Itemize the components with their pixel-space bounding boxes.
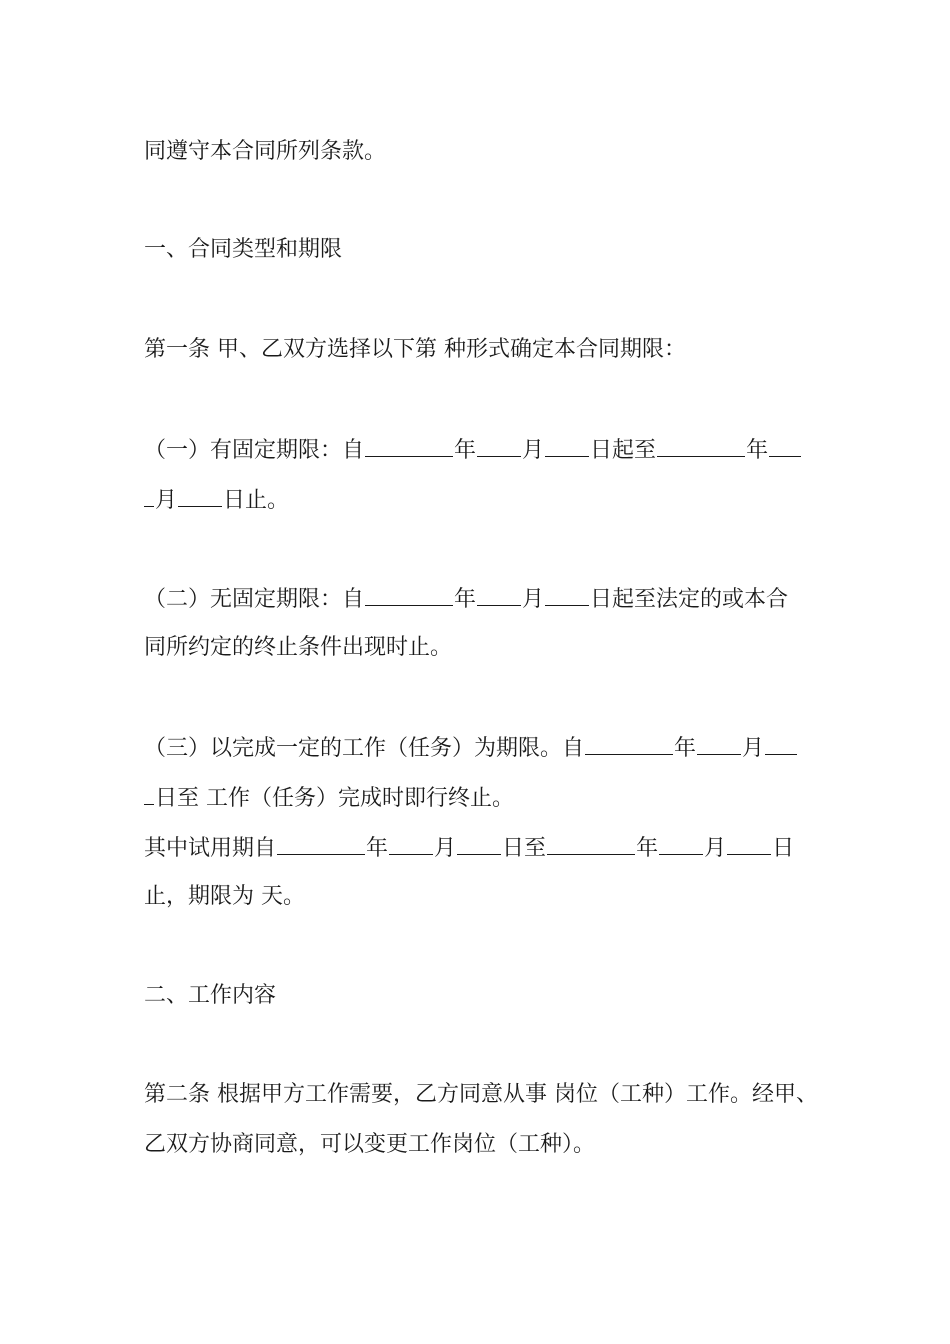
fill-blank <box>659 832 703 855</box>
fill-blank <box>697 732 741 755</box>
fill-blank <box>457 832 501 855</box>
clause-item-open-term: （二）无固定期限：自 年 月 日起至法定的或本合 <box>144 583 788 615</box>
section-heading: 一、合同类型和期限 <box>144 237 343 262</box>
fill-blank <box>144 484 154 507</box>
fill-blank <box>477 434 521 457</box>
fill-blank <box>765 732 797 755</box>
clause-item-task-term-cont: 日至 工作（任务）完成时即行终止。 <box>144 782 514 814</box>
fill-blank <box>769 434 801 457</box>
fill-blank <box>545 583 589 606</box>
fill-blank <box>365 434 453 457</box>
clause-item-task-term: （三）以完成一定的工作（任务）为期限。自 年 月 <box>144 732 798 764</box>
fill-blank <box>365 583 453 606</box>
probation-period-cont: 止，期限为 天。 <box>144 884 305 909</box>
probation-period: 其中试用期自 年 月 日至 年 月 日 <box>144 832 794 864</box>
clause-text-cont: 乙双方协商同意，可以变更工作岗位（工种）。 <box>144 1132 596 1157</box>
fill-blank <box>389 832 433 855</box>
fill-blank <box>477 583 521 606</box>
clause-text: 第二条 根据甲方工作需要，乙方同意从事 岗位（工种）工作。经甲、 <box>144 1082 818 1107</box>
fill-blank <box>657 434 745 457</box>
fill-blank <box>545 434 589 457</box>
fill-blank <box>277 832 365 855</box>
section-heading: 二、工作内容 <box>144 983 277 1008</box>
fill-blank <box>178 484 222 507</box>
fill-blank <box>727 832 771 855</box>
clause-text: 第一条 甲、乙双方选择以下第 种形式确定本合同期限： <box>144 337 686 362</box>
text-line: 同遵守本合同所列条款。 <box>144 139 387 164</box>
fill-blank <box>547 832 635 855</box>
clause-item-open-term-cont: 同所约定的终止条件出现时止。 <box>144 635 453 660</box>
clause-item-fixed-term: （一）有固定期限：自 年 月 日起至 年 <box>144 434 802 466</box>
fill-blank <box>144 782 154 805</box>
clause-item-fixed-term-cont: 月 日止。 <box>144 484 289 516</box>
fill-blank <box>585 732 673 755</box>
